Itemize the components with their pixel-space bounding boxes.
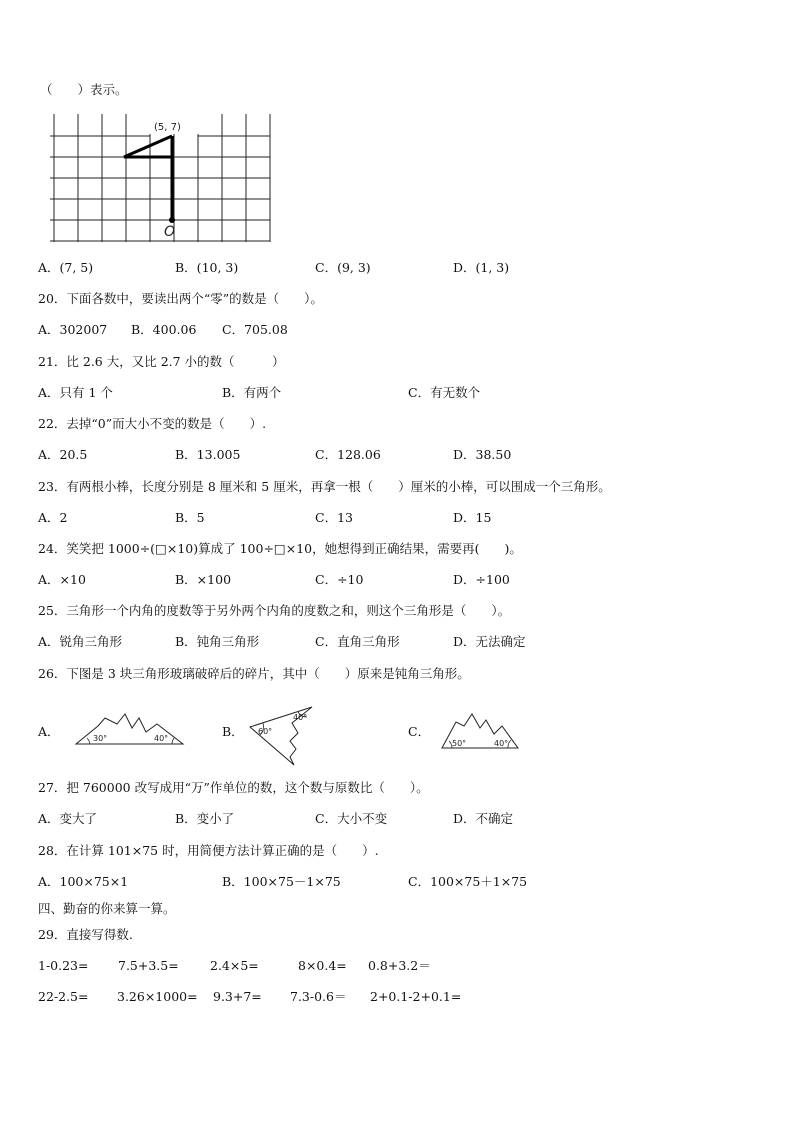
q27-option-b: B．变小了 [175,811,235,826]
question-25: 25．三角形一个内角的度数等于另外两个内角的度数之和，则这个三角形是（ ）。 [38,603,511,618]
shard-a-left-angle: 30° [93,734,108,743]
q20-option-b: B．400.06 [131,322,197,337]
q26-label-c: C． [408,724,431,739]
q24-option-c: C．÷10 [315,572,364,587]
option-b: B．(10, 3) [175,260,239,275]
q20-option-c: C．705.08 [222,322,288,337]
q24-option-a: A．×10 [38,572,86,587]
section-heading: 四、勤奋的你来算一算。 [38,901,176,916]
calc-item: 2.4×5= [210,958,259,973]
question-intro: （ ）表示。 [40,82,128,97]
q21-option-a: A．只有 1 个 [38,385,113,400]
q25-option-b: B．钝角三角形 [175,634,260,649]
origin-label: O [164,224,176,240]
question-20: 20．下面各数中，要读出两个“零”的数是（ ）。 [38,291,323,306]
shard-a-right-angle: 40° [154,734,169,743]
q22-option-c: C．128.06 [315,447,381,462]
q23-option-d: D．15 [453,510,492,525]
option-a: A．(7, 5) [38,260,94,275]
shard-b-left-angle: 60° [258,727,273,736]
q25-option-a: A．锐角三角形 [38,634,123,649]
q24-option-d: D．÷100 [453,572,510,587]
q24-option-b: B．×100 [175,572,232,587]
calc-item: 9.3+7= [213,989,262,1004]
q27-option-d: D．不确定 [453,811,514,826]
q22-option-a: A．20.5 [38,447,88,462]
q20-option-a: A．302007 [38,322,108,337]
q28-option-b: B．100×75－1×75 [222,874,341,889]
calc-item: 22-2.5= [38,989,89,1004]
q22-option-d: D．38.50 [453,447,512,462]
question-24: 24．笑笑把 1000÷(□×10)算成了 100÷□×10，她想得到正确结果，需要再( )。 [38,541,522,556]
q21-option-c: C．有无数个 [408,385,481,400]
glass-shard-b [246,703,316,768]
q26-label-b: B． [222,724,244,739]
origin-point [169,217,175,223]
calc-item: 8×0.4= [298,958,347,973]
q28-option-c: C．100×75＋1×75 [408,874,528,889]
question-28: 28．在计算 101×75 时，用简便方法计算正确的是（ ）. [38,843,379,858]
question-23: 23．有两根小棒，长度分别是 8 厘米和 5 厘米，再拿一根（ ）厘米的小棒，可以围成一个三角形。 [38,479,611,494]
q26-label-a: A． [38,724,60,739]
q25-option-c: C．直角三角形 [315,634,400,649]
q23-option-c: C．13 [315,510,353,525]
calc-item: 7.5+3.5= [118,958,179,973]
q23-option-b: B．5 [175,510,205,525]
calc-item: 2+0.1-2+0.1= [370,989,462,1004]
question-27: 27．把 760000 改写成用“万”作单位的数，这个数与原数比（ ）。 [38,780,429,795]
question-22: 22．去掉“0”而大小不变的数是（ ）. [38,416,267,431]
shard-c-right-angle: 40° [494,739,509,748]
q21-option-b: B．有两个 [222,385,282,400]
question-21: 21．比 2.6 大，又比 2.7 小的数（ ） [38,354,285,369]
calc-item: 1-0.23= [38,958,89,973]
question-29: 29．直接写得数. [38,927,133,942]
q22-option-b: B．13.005 [175,447,241,462]
q27-option-a: A．变大了 [38,811,98,826]
q23-option-a: A．2 [38,510,68,525]
flag-grid-figure [50,114,280,244]
shard-b-top-angle: 40° [293,713,308,722]
option-c: C．(9, 3) [315,260,371,275]
calc-item: 7.3-0.6＝ [290,989,347,1004]
q28-option-a: A．100×75×1 [38,874,129,889]
q25-option-d: D．无法确定 [453,634,526,649]
glass-shard-a [72,710,187,750]
calc-item: 3.26×1000= [117,989,198,1004]
calc-item: 0.8+3.2＝ [368,958,431,973]
flag-point-label: (5, 7) [154,122,181,133]
glass-shard-c [438,708,523,754]
q27-option-c: C．大小不变 [315,811,388,826]
question-26: 26．下图是 3 块三角形玻璃破碎后的碎片，其中（ ）原来是钝角三角形。 [38,666,470,681]
shard-c-left-angle: 50° [452,739,467,748]
option-d: D．(1, 3) [453,260,510,275]
